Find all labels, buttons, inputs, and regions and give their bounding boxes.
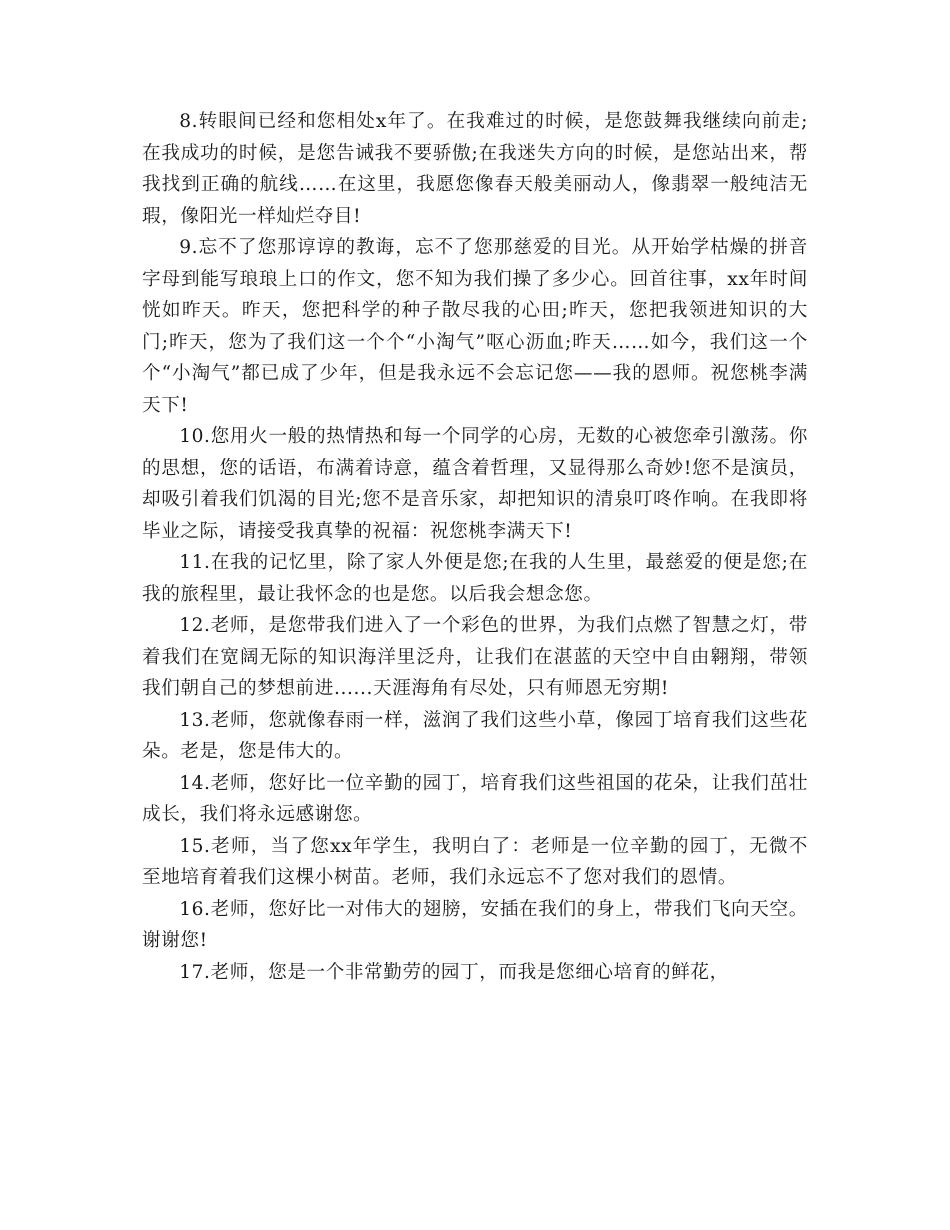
paragraph-10: 10.您用火一般的热情热和每一个同学的心房，无数的心被您牵引激荡。你的思想，您的话语，布满着诗意，蕴含着哲理，又显得那么奇妙!您不是演员，却吸引着我们饥渴的目光;您不是音乐家，却把知识的清泉叮咚作响。在我即将毕业之际，请接受我真挚的祝福：祝您桃李满天下! xyxy=(142,426,808,542)
paragraph-13: 13.老师，您就像春雨一样，滋润了我们这些小草，像园丁培育我们这些花朵。老是，您是伟大的。 xyxy=(142,709,808,762)
paragraph-8: 8.转眼间已经和您相处x年了。在我难过的时候，是您鼓舞我继续向前走;在我成功的时候，是您告诫我不要骄傲;在我迷失方向的时候，是您站出来，帮我找到正确的航线……在这里，我愿您像春天般美丽动人，像翡翠一般纯洁无瑕，像阳光一样灿烂夺目! xyxy=(142,111,808,227)
paragraph-12: 12.老师，是您带我们进入了一个彩色的世界，为我们点燃了智慧之灯，带着我们在宽阔无际的知识海洋里泛舟，让我们在湛蓝的天空中自由翱翔，带领我们朝自己的梦想前进......天涯海角有尽处，只有师恩无穷期! xyxy=(142,615,808,699)
paragraph-11: 11.在我的记忆里，除了家人外便是您;在我的人生里，最慈爱的便是您;在我的旅程里，最让我怀念的也是您。以后我会想念您。 xyxy=(142,552,808,605)
paragraph-14: 14.老师，您好比一位辛勤的园丁，培育我们这些祖国的花朵，让我们茁壮成长，我们将永远感谢您。 xyxy=(142,772,808,825)
paragraph-15: 15.老师，当了您xx年学生，我明白了：老师是一位辛勤的园丁，无微不至地培育着我们这棵小树苗。老师，我们永远忘不了您对我们的恩情。 xyxy=(142,835,808,888)
paragraph-16: 16.老师，您好比一对伟大的翅膀，安插在我们的身上，带我们飞向天空。谢谢您! xyxy=(142,898,808,951)
paragraph-17: 17.老师，您是一个非常勤劳的园丁，而我是您细心培育的鲜花， xyxy=(179,961,729,983)
paragraph-9: 9.忘不了您那谆谆的教诲，忘不了您那慈爱的目光。从开始学枯燥的拼音字母到能写琅琅上口的作文，您不知为我们操了多少心。回首往事，xx年时间恍如昨天。昨天，您把科学的种子散尽我的心田;昨天，您把我领进知识的大门;昨天，您为了我们这一个个“小淘气”呕心沥血;昨天……如今，我们这一个个“小淘气”都已成了少年，但是我永远不会忘记您——我的恩师。祝您桃李满天下! xyxy=(142,237,808,416)
document-body xyxy=(142,106,808,988)
